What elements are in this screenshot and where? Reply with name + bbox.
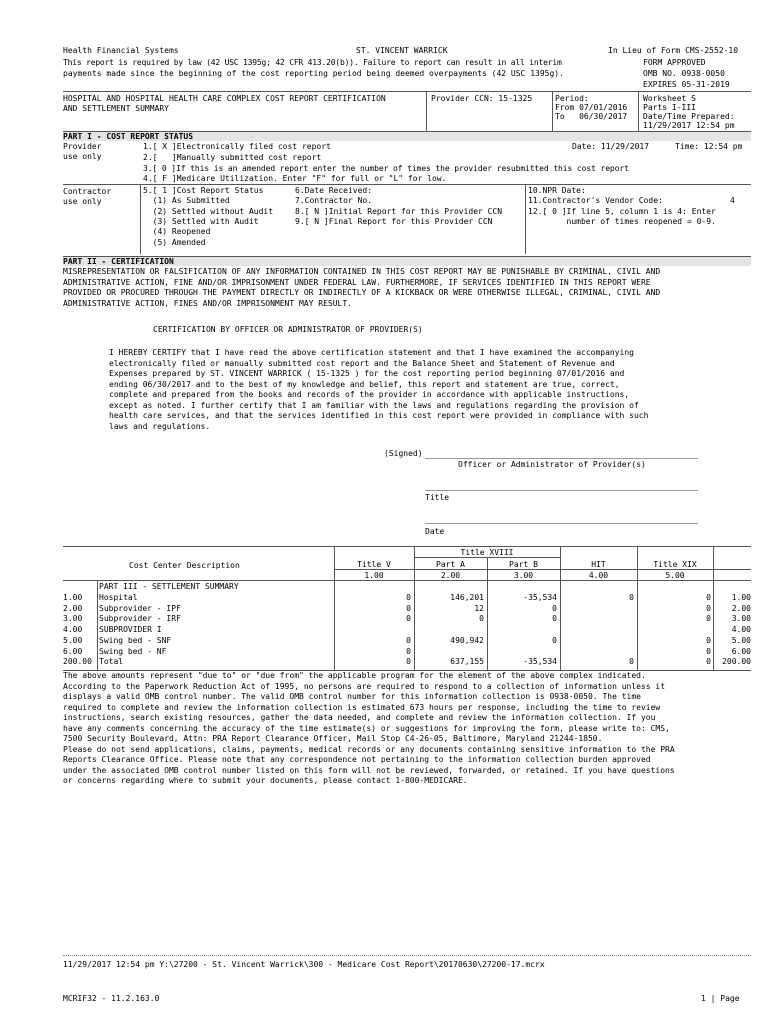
period-to: To 06/30/2017 [555,112,628,121]
notice-line: displays a valid OMB control number. The valid OMB control number for this information collection is 0938-0050. The time [63,692,641,701]
cell-title-xix: 0 [706,646,711,656]
provider-ccn: Provider CCN: 15-1325 [431,94,533,103]
cell-title-v: 0 [406,614,411,624]
cell-title-xix: 0 [706,603,711,613]
part3-heading: PART III - SETTLEMENT SUMMARY [99,582,239,591]
signature-line[interactable] [425,458,698,459]
omb-number: OMB NO. 0938-0050 [643,69,725,78]
cell-part-a: 637,155 [450,657,484,667]
column-number: 2.00 [440,571,461,580]
part1-item2: 2.[ ]Manually submitted cost report [143,153,322,162]
page-number: 1 | Page [701,994,740,1003]
vendor-code: 4 [730,196,735,205]
part1-item4: 4.[ F ]Medicare Utilization. Enter "F" for full or "L" for low. [143,174,447,183]
column-number: 5.00 [665,571,685,580]
cell-part-b: 0 [552,635,557,645]
row-number: 3.00 [63,614,83,624]
form-approved: FORM APPROVED [643,58,706,67]
status-option: (5) Amended [143,237,206,247]
row-number: 200.00 [63,657,92,667]
contractor-field-right: number of times reopened = 0-9. [528,216,716,226]
software-version: MCRIF32 - 11.2.163.0 [63,994,160,1003]
notice-line: Please do not send applications, claims, payments, medical records or any documents containing sensitive information to the PRA [63,744,675,754]
warning-line: ADMINISTRATIVE ACTION, FINE AND/OR IMPRISONMENT UNDER FEDERAL LAW. FURTHERMORE, IF SERVICES IDENTIFIED IN THIS REPORT WERE [63,277,651,287]
status-option: (2) Settled without Audit [143,206,274,216]
certification-line: laws and regulations. [109,421,211,431]
part1-item1: 1.[ X ]Electronically filed cost report [143,142,331,151]
cell-part-b: -35,534 [523,593,557,602]
column-header: Title XIX [653,560,697,569]
period-label: Period: [555,94,589,103]
contractor-field: 6.Date Received: [295,186,373,195]
period-from: From 07/01/2016 [555,103,628,112]
part1-item1-time: Time: 12:54 pm [675,142,743,151]
warning-line: MISREPRESENTATION OR FALSIFICATION OF ANY INFORMATION CONTAINED IN THIS COST REPORT MAY BE PUNISHABLE BY CRIMINAL, CIVIL AND [63,267,661,276]
date-time-prepared: 11/29/2017 12:54 pm [643,121,735,130]
column-number: 4.00 [588,571,609,580]
row-description: Subprovider - IPF [99,603,181,613]
column-header: Part B [509,560,538,569]
notice-line: under the associated OMB control number listed on this form will not be reviewed, forwarded, or retained. If you have questions [63,765,675,775]
warning-line: PROVIDED OR PROCURED THROUGH THE PAYMENT DIRECTLY OR INDIRECTLY OF A KICKBACK OR WERE OTHERWISE ILLEGAL, CRIMINAL, CIVIL AND [63,288,661,297]
cell-hit: 0 [629,657,634,667]
title-xviii-header: Title XVIII [460,548,514,557]
signed-label: (Signed) [384,449,423,458]
column-header: Part A [436,560,465,569]
row-number: 2.00 [63,603,83,613]
date-line[interactable] [425,523,698,524]
law-line-2: payments made since the beginning of the cost reporting period being deemed overpayments (42 USC 1395g). [63,69,564,78]
file-path: 11/29/2017 12:54 pm Y:\27200 - St. Vincent Warrick\300 - Medicare Cost Report\20170630\27200-17.mcrx [63,960,545,969]
cell-part-b: -35,534 [523,657,557,667]
contractor-field-right: 11.Contractor's Vendor Code: [528,196,663,206]
column-number: 1.00 [364,571,384,580]
notice-line: or concerns regarding where to submit your documents, please contact 1-800-MEDICARE. [63,776,468,785]
column-header: Title V [357,560,391,569]
provider-use-1: Provider [63,142,102,151]
column-number: 3.00 [513,571,534,580]
contractor-field-right: 10.NPR Date: [528,186,586,195]
provider-use-2: use only [63,152,102,161]
certification-line: electronically filed or manually submitted cost report and the Balance Sheet and Statement of Revenue and [109,358,615,368]
cell-title-v: 0 [406,593,411,602]
row-number: 5.00 [63,635,83,645]
date-label: Date [425,527,445,536]
header-right: In Lieu of Form CMS-2552-10 [608,46,739,55]
row-number: 4.00 [63,625,83,635]
notice-line: required to complete and review the information collection is estimated 673 hours per response, including the time to review [63,702,661,712]
status-option: 5.[ 1 ]Cost Report Status [143,186,264,195]
report-title-1: HOSPITAL AND HOSPITAL HEALTH CARE COMPLEX COST REPORT CERTIFICATION [63,94,386,103]
officer-label: Officer or Administrator of Provider(s) [458,460,646,469]
row-number-right: 6.00 [731,646,751,656]
row-description: SUBPROVIDER I [99,625,162,635]
date-time-label: Date/Time Prepared: [643,112,735,121]
notice-line: According to the Paperwork Reduction Act of 1995, no persons are required to respond to a collection of information unless it [63,681,666,691]
part1-item3: 3.[ 0 ]If this is an amended report enter the number of times the provider resubmitted this cost report [143,164,629,173]
row-number-right: 4.00 [731,625,751,635]
notice-line: 7500 Security Boulevard, Attn: PRA Report Clearance Officer, Mail Stop C4-26-05, Baltimore, Maryland 21244-1850. [63,734,603,743]
row-number-right: 5.00 [731,635,751,645]
cell-part-a: 12 [474,603,484,613]
row-number-right: 2.00 [731,603,751,613]
part2-heading: PART II - CERTIFICATION [63,256,751,266]
cert-heading: CERTIFICATION BY OFFICER OR ADMINISTRATOR OF PROVIDER(S) [153,325,423,334]
header-left: Health Financial Systems [63,46,179,55]
contractor-field: 8.[ N ]Initial Report for this Provider CCN [295,206,503,216]
cell-title-v: 0 [406,603,411,613]
cell-title-v: 0 [406,635,411,645]
cell-title-v: 0 [406,657,411,667]
contractor-field: 9.[ N ]Final Report for this Provider CCN [295,216,493,226]
cell-title-xix: 0 [706,614,711,624]
row-description: Swing bed - SNF [99,635,172,645]
cell-part-a: 490,942 [450,635,484,645]
status-option: (3) Settled with Audit [143,216,259,226]
contractor-field-right: 12.[ 0 ]If line 5, column 1 is 4: Enter [528,206,716,216]
status-option: (1) As Submitted [143,196,230,206]
row-description: Total [99,657,124,667]
cell-hit: 0 [629,593,634,602]
contractor-field: 7.Contractor No. [295,196,373,206]
row-number-right: 1.00 [731,593,751,602]
column-header: HIT [591,560,606,569]
row-number-right: 3.00 [731,614,751,624]
certification-line: I HEREBY CERTIFY that I have read the above certification statement and that I have examined the accompanying [109,348,634,357]
law-line-1: This report is required by law (42 USC 1395g; 42 CFR 413.20(b)). Failure to report can result in all interim [63,58,562,67]
row-description: Hospital [99,593,138,602]
report-title-2: AND SETTLEMENT SUMMARY [63,104,169,113]
certification-line: complete and prepared from the books and records of the provider in accordance with applicable instructions, [109,390,630,399]
contractor-use-2: use only [63,197,102,206]
cell-part-b: 0 [552,614,557,624]
status-option: (4) Reopened [143,227,211,237]
row-number-right: 200.00 [722,657,751,667]
part1-item1-date: Date: 11/29/2017 [572,142,650,151]
title-label: Title [425,493,450,502]
cell-title-xix: 0 [706,635,711,645]
certification-line: except as noted. I further certify that I am familiar with the laws and regulations regarding the provision of [109,400,639,410]
parts: Parts I-III [643,103,696,112]
notice-line: Reports Clearance Office. Please note that any correspondence not pertaining to the information collection burden approved [63,755,651,764]
cell-part-a: 0 [479,614,484,624]
row-number: 1.00 [63,593,83,602]
row-description: Swing bed - NF [99,646,167,656]
row-description: Subprovider - IRF [99,614,181,624]
notice-line: The above amounts represent "due to" or "due from" the applicable program for the element of the above complex indicated. [63,671,646,680]
contractor-use-1: Contractor [63,187,112,196]
notice-line: instructions, search existing resources, gather the data needed, and complete and review the information collection. If you [63,713,656,722]
expires: EXPIRES 05-31-2019 [643,80,730,89]
cell-part-a: 146,201 [450,593,484,602]
part1-heading: PART I - COST REPORT STATUS [63,131,751,141]
notice-line: have any comments concerning the accuracy of the time estimate(s) or suggestions for improving the form, please write to: CMS, [63,723,670,733]
cell-title-v: 0 [406,646,411,656]
certification-line: Expenses prepared by ST. VINCENT WARRICK ( 15-1325 ) for the cost reporting period beginning 07/01/2016 and [109,369,625,378]
warning-line: ADMINISTRATIVE ACTION, FINES AND/OR IMPRISONMENT MAY RESULT. [63,298,352,308]
worksheet: Worksheet S [643,94,696,103]
certification-line: ending 06/30/2017 and to the best of my knowledge and belief, this report and statement are true, correct, [109,379,620,389]
certification-line: health care services, and that the services identified in this cost report were provided in compliance with such [109,411,649,420]
cell-part-b: 0 [552,603,557,613]
cost-center-desc-header: Cost Center Description [129,561,240,570]
title-line[interactable] [425,490,698,491]
header-center: ST. VINCENT WARRICK [356,46,448,55]
cell-title-xix: 0 [706,657,711,667]
cell-title-xix: 0 [706,593,711,602]
row-number: 6.00 [63,646,83,656]
